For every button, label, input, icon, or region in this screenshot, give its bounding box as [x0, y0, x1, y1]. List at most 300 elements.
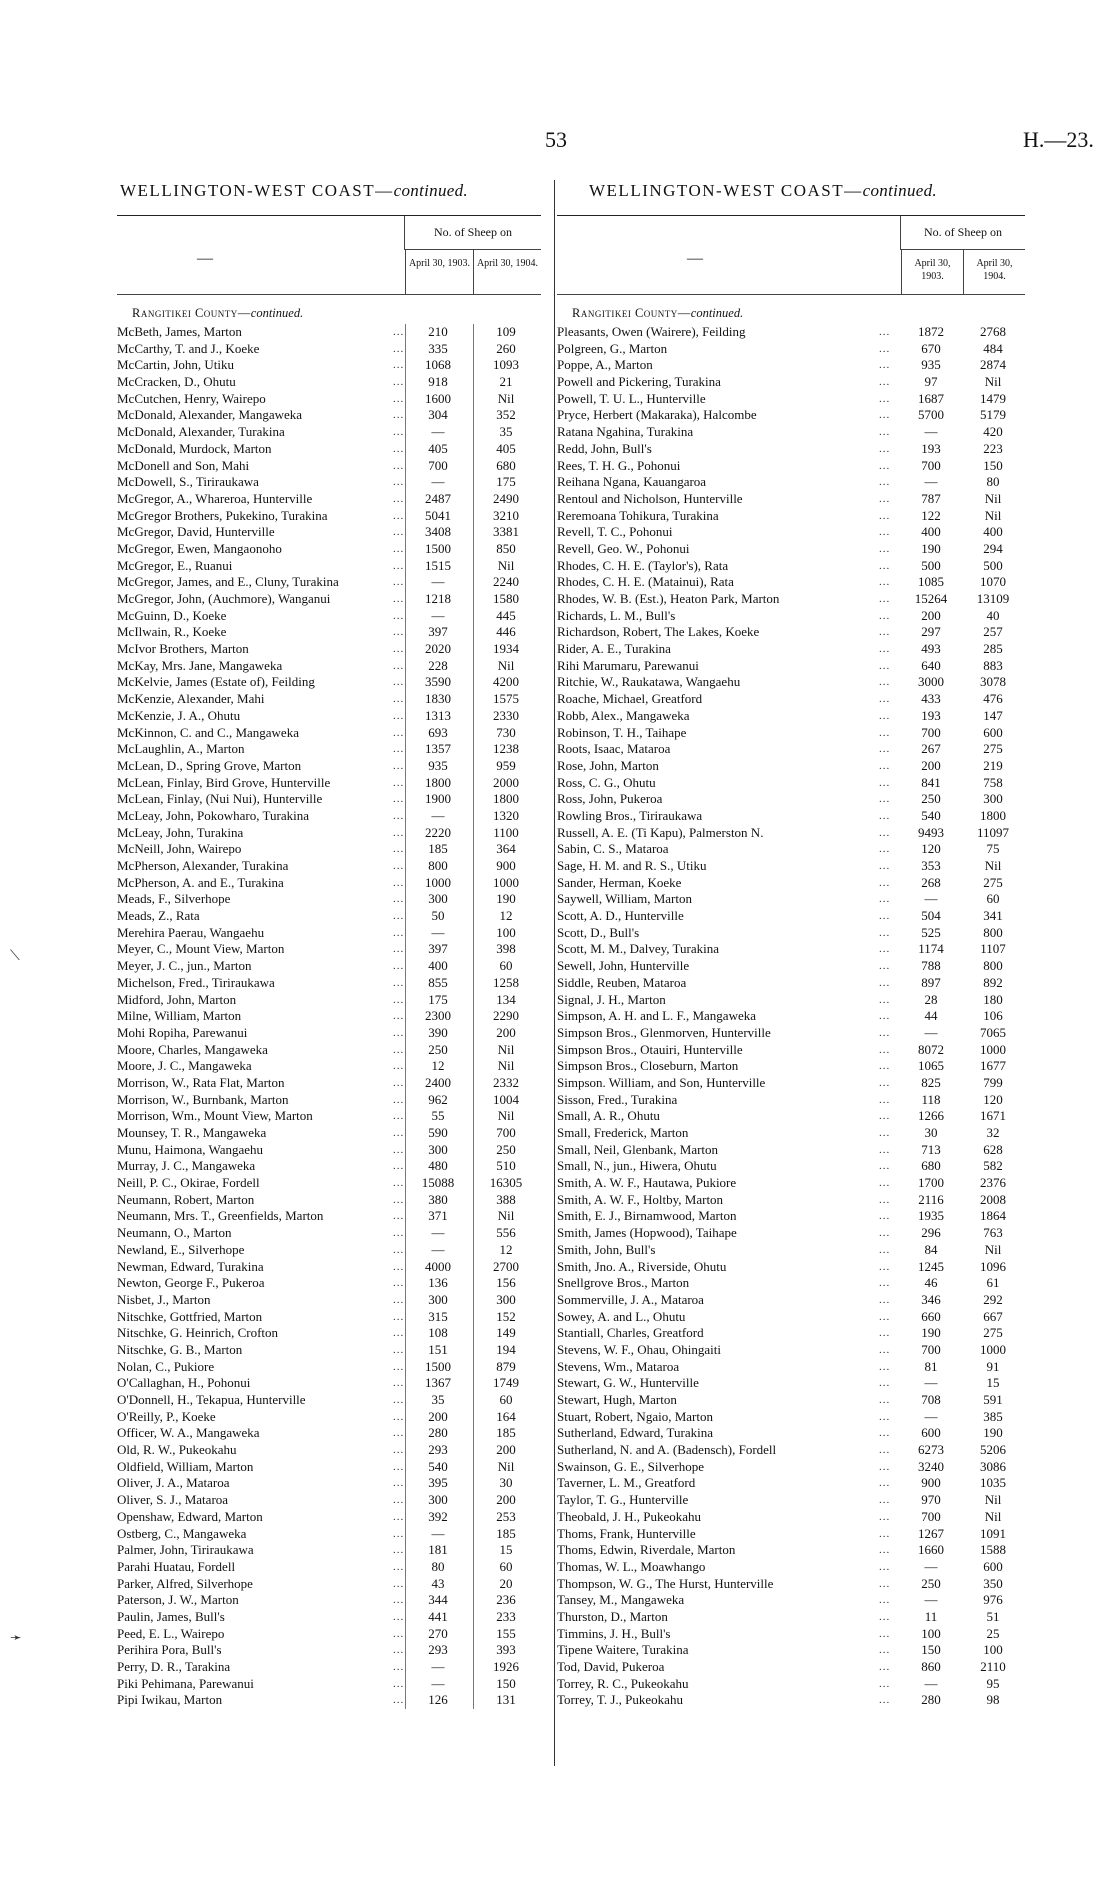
leader-dots: ...	[879, 960, 891, 973]
owner-name: Sutherland, Edward, Turakina	[557, 1425, 713, 1441]
sheep-1903: —	[431, 1241, 445, 1257]
leader-dots: ...	[393, 893, 405, 906]
table-row	[557, 441, 1025, 458]
table-row	[117, 624, 541, 641]
leader-dots: ...	[879, 860, 891, 872]
sheep-1903: 1500	[425, 1358, 451, 1374]
owner-name: McLean, Finlay, Bird Grove, Hunterville	[117, 774, 331, 790]
sheep-1904: 879	[496, 1358, 516, 1374]
leader-dots: ...	[393, 1510, 405, 1523]
owner-name: Nitschke, Gottfried, Marton	[117, 1308, 263, 1324]
leader-dots: ...	[393, 793, 405, 806]
sheep-1903: 962	[428, 1091, 448, 1107]
leader-dots: ...	[879, 626, 891, 639]
sheep-1904: 100	[496, 924, 516, 940]
april-1904-header: April 30, 1904.	[963, 250, 1025, 294]
owner-name: Thoms, Edwin, Riverdale, Marton	[557, 1542, 736, 1558]
sheep-1904: 200	[496, 1492, 516, 1508]
sheep-1904: Nil	[497, 657, 515, 673]
owner-name: Stantiall, Charles, Greatford	[557, 1325, 704, 1341]
sheep-1904: 1258	[493, 974, 519, 990]
sheep-1904: 484	[983, 340, 1003, 356]
sheep-count-group-header: No. of Sheep on	[404, 216, 541, 250]
table-row	[557, 1492, 1025, 1509]
table-row	[117, 1459, 541, 1476]
table-row	[117, 541, 541, 558]
sheep-1903: 228	[428, 657, 448, 673]
table-row	[557, 1526, 1025, 1543]
right-table	[557, 215, 1025, 1709]
owner-name: Newman, Edward, Turakina	[117, 1258, 264, 1274]
leader-dots: ...	[393, 476, 405, 489]
sheep-1903: 1267	[918, 1525, 944, 1541]
table-row	[117, 1008, 541, 1025]
sheep-1904: 75	[986, 841, 1000, 857]
center-divider	[554, 180, 555, 1766]
table-row	[557, 624, 1025, 641]
leader-dots: ...	[879, 893, 891, 906]
table-row	[117, 424, 541, 441]
leader-dots: ...	[393, 960, 405, 973]
table-row	[117, 1692, 541, 1709]
owner-name: McLaughlin, A., Marton	[117, 741, 245, 757]
leader-dots: ...	[879, 1610, 891, 1623]
table-row	[557, 1342, 1025, 1359]
sheep-1904: 393	[496, 1642, 516, 1658]
sheep-1903: 122	[921, 507, 941, 523]
sheep-1903: 250	[921, 791, 941, 807]
table-row	[557, 1459, 1025, 1476]
owner-name: Perihira Pora, Bull's	[117, 1642, 222, 1658]
sheep-1904: 190	[983, 1425, 1003, 1441]
owner-name: Small, Frederick, Marton	[557, 1125, 689, 1140]
owner-name: Powell and Pickering, Turakina	[557, 374, 721, 390]
leader-dots: ...	[393, 593, 405, 605]
sheep-1903: 44	[924, 1008, 938, 1024]
left-title-continued: continued.	[393, 181, 468, 200]
sheep-1904: 405	[496, 440, 516, 456]
sheep-1903: 193	[921, 440, 941, 456]
leader-dots: ...	[879, 509, 891, 522]
owner-name: Powell, T. U. L., Hunterville	[557, 390, 706, 406]
sheep-1904: Nil	[497, 1058, 515, 1074]
table-row	[557, 1142, 1025, 1159]
sheep-1904: 591	[983, 1392, 1003, 1407]
sheep-count-group-header: No. of Sheep on	[900, 216, 1025, 250]
table-row	[557, 608, 1025, 625]
table-row	[117, 1342, 541, 1359]
sheep-1904: 420	[983, 424, 1003, 440]
sheep-1904: 223	[983, 440, 1003, 456]
sheep-1903: 120	[921, 841, 941, 857]
sheep-1903: 300	[428, 891, 448, 907]
sheep-1904: 388	[496, 1191, 516, 1207]
sheep-1904: 253	[496, 1508, 516, 1524]
leader-dots: ...	[879, 1177, 891, 1190]
sheep-1903: —	[924, 1408, 938, 1424]
sheep-1903: 185	[428, 841, 448, 857]
leader-dots: ...	[393, 1460, 405, 1473]
table-row	[557, 341, 1025, 358]
sheep-1904: 149	[496, 1325, 516, 1341]
table-row	[117, 741, 541, 758]
owner-name: Officer, W. A., Mangaweka	[117, 1425, 260, 1441]
sheep-1904: 98	[986, 1692, 1000, 1708]
owner-name: Morrison, Wm., Mount View, Marton	[117, 1108, 313, 1124]
owner-name: McLean, D., Spring Grove, Marton	[117, 757, 302, 773]
sheep-1903: 304	[428, 407, 448, 423]
owner-name: Paulin, James, Bull's	[117, 1608, 225, 1624]
leader-dots: ...	[879, 576, 891, 589]
table-row	[557, 1075, 1025, 1092]
sheep-1903: —	[924, 1375, 938, 1391]
table-row	[557, 541, 1025, 558]
table-row	[557, 574, 1025, 591]
owner-name: McLeay, John, Pokowharo, Turakina	[117, 807, 309, 823]
leader-dots: ...	[879, 743, 891, 756]
sheep-1904: 40	[986, 607, 1000, 623]
sheep-1904: 799	[983, 1074, 1003, 1090]
owner-name: Richards, L. M., Bull's	[557, 607, 676, 623]
table-row	[557, 925, 1025, 942]
leader-dots: ...	[393, 1544, 405, 1557]
sheep-1904: 1575	[493, 691, 519, 707]
leader-dots: ...	[879, 342, 891, 355]
table-row	[557, 1108, 1025, 1125]
sheep-1903: —	[431, 1225, 445, 1241]
table-row	[117, 1559, 541, 1576]
table-row	[557, 1208, 1025, 1225]
table-row	[557, 691, 1025, 708]
sheep-1903: 2300	[425, 1008, 451, 1024]
sheep-1903: 2020	[425, 641, 451, 657]
sheep-1903: 1174	[918, 941, 944, 957]
sheep-1903: 28	[924, 991, 938, 1007]
leader-dots: ...	[393, 926, 405, 939]
leader-dots: ...	[879, 1026, 891, 1039]
sheep-1903: —	[431, 1525, 445, 1541]
sheep-1903: 12	[431, 1058, 445, 1074]
table-row	[117, 1092, 541, 1109]
sheep-1903: 400	[428, 958, 448, 974]
sheep-1903: 5700	[918, 407, 944, 423]
sheep-1904: 352	[496, 407, 516, 423]
owner-name: Nitschke, G. B., Marton	[117, 1341, 243, 1357]
table-row	[557, 1259, 1025, 1276]
owner-name: Simpson, A. H. and L. F., Mangaweka	[557, 1008, 756, 1024]
sheep-1904: 180	[983, 991, 1003, 1007]
sheep-1903: 693	[428, 724, 448, 740]
table-row	[557, 524, 1025, 541]
owner-name: McGregor, James, and E., Cluny, Turakina	[117, 574, 339, 590]
leader-dots: ...	[393, 1060, 405, 1073]
leader-dots: ...	[879, 1360, 891, 1373]
leader-dots: ...	[393, 1093, 405, 1106]
sheep-1903: 670	[921, 340, 941, 356]
owner-name: Thoms, Frank, Hunterville	[557, 1525, 696, 1541]
april-1903-header: April 30, 1903.	[405, 250, 473, 294]
sheep-1904: 445	[496, 607, 516, 623]
table-row	[557, 1192, 1025, 1209]
sheep-1903: 297	[921, 624, 941, 640]
sheep-1904: 155	[496, 1625, 516, 1641]
leader-dots: ...	[393, 1327, 405, 1340]
table-row	[557, 1042, 1025, 1059]
sheep-1903: 108	[428, 1325, 448, 1341]
sheep-1904: 500	[983, 557, 1003, 573]
owner-name: Smith, John, Bull's	[557, 1241, 656, 1257]
sheep-1904: Nil	[984, 1492, 1002, 1508]
sheep-1904: 341	[983, 908, 1003, 924]
sheep-1903: 855	[428, 974, 448, 990]
owner-name: Tod, David, Pukeroa	[557, 1659, 665, 1674]
name-column-header: —	[197, 250, 213, 267]
sheep-1904: 476	[983, 691, 1003, 707]
sheep-1904: 2700	[493, 1258, 519, 1274]
table-row	[117, 1075, 541, 1092]
table-row	[117, 357, 541, 374]
owner-name: Small, N., jun., Hiwera, Ohutu	[557, 1158, 717, 1174]
table-row	[557, 1008, 1025, 1025]
leader-dots: ...	[393, 1277, 405, 1290]
table-row	[557, 825, 1025, 842]
sheep-1903: 250	[428, 1041, 448, 1057]
sheep-1903: 315	[428, 1308, 448, 1324]
sheep-1904: 257	[983, 624, 1003, 640]
sheep-1904: 164	[496, 1408, 516, 1424]
leader-dots: ...	[393, 1444, 405, 1457]
table-row	[117, 1592, 541, 1609]
sheep-1904: Nil	[497, 1458, 515, 1474]
sheep-1904: 976	[983, 1592, 1003, 1608]
leader-dots: ...	[879, 1093, 891, 1106]
leader-dots: ...	[393, 1377, 405, 1390]
leader-dots: ...	[879, 1243, 891, 1256]
sheep-1904: 446	[496, 624, 516, 640]
sheep-1903: 600	[921, 1425, 941, 1441]
owner-name: Torrey, T. J., Pukeokahu	[557, 1692, 683, 1708]
leader-dots: ...	[879, 1377, 891, 1390]
table-row	[117, 1442, 541, 1459]
sheep-1903: 3590	[425, 674, 451, 690]
sheep-1903: —	[431, 1675, 445, 1691]
table-row	[117, 524, 541, 541]
sheep-1903: 395	[428, 1475, 448, 1491]
sheep-1903: 800	[428, 858, 448, 873]
sheep-1903: 181	[428, 1542, 448, 1558]
left-column-title	[120, 181, 468, 201]
leader-dots: ...	[393, 1227, 405, 1240]
owner-name: McCutchen, Henry, Wairepo	[117, 390, 266, 406]
table-row	[117, 992, 541, 1009]
sheep-1903: 136	[428, 1275, 448, 1291]
leader-dots: ...	[393, 626, 405, 639]
owner-name: Sutherland, N. and A. (Badensch), Fordell	[557, 1442, 777, 1458]
owner-name: Moore, Charles, Mangaweka	[117, 1041, 268, 1057]
sheep-1903: 268	[921, 874, 941, 890]
sheep-1903: 918	[428, 374, 448, 390]
sheep-1903: 1065	[918, 1058, 944, 1074]
sheep-1903: 175	[428, 991, 448, 1007]
leader-dots: ...	[393, 1494, 405, 1507]
sheep-1903: 43	[431, 1575, 445, 1591]
owner-name: Richardson, Robert, The Lakes, Koeke	[557, 624, 760, 640]
sheep-1904: 35	[499, 424, 513, 440]
table-row	[117, 491, 541, 508]
owner-name: Nitschke, G. Heinrich, Crofton	[117, 1325, 279, 1341]
table-row	[117, 1509, 541, 1526]
sheep-1903: 100	[921, 1625, 941, 1641]
owner-name: Openshaw, Edward, Marton	[117, 1508, 263, 1524]
leader-dots: ...	[879, 1394, 891, 1406]
sheep-1904: 1671	[980, 1108, 1006, 1124]
sheep-1903: —	[431, 424, 445, 440]
owner-name: Perry, D. R., Tarakina	[117, 1659, 231, 1674]
owner-name: Small, Neil, Glenbank, Marton	[557, 1141, 719, 1157]
sheep-1904: 109	[496, 324, 516, 339]
sheep-1904: 5179	[980, 407, 1006, 423]
county-heading	[557, 295, 1025, 324]
sheep-1904: 680	[496, 457, 516, 473]
owner-name: Rees, T. H. G., Pohonui	[557, 457, 681, 473]
table-row	[117, 674, 541, 691]
sheep-1904: 628	[983, 1141, 1003, 1157]
sheep-1903: 1872	[918, 324, 944, 339]
sheep-1904: 12	[499, 908, 513, 924]
table-row	[557, 1092, 1025, 1109]
leader-dots: ...	[879, 1076, 891, 1089]
sheep-1904: 1107	[980, 941, 1006, 957]
table-row	[117, 941, 541, 958]
owner-name: Rose, John, Marton	[557, 757, 659, 773]
sheep-1904: 3078	[980, 674, 1006, 690]
leader-dots: ...	[879, 1427, 891, 1440]
owner-name: McGregor, John, (Auchmore), Wanganui	[117, 591, 331, 606]
owner-name: Oldfield, William, Marton	[117, 1458, 254, 1474]
table-row	[557, 875, 1025, 892]
owner-name: Moore, J. C., Mangaweka	[117, 1058, 252, 1074]
owner-name: Tansey, M., Mangaweka	[557, 1592, 685, 1608]
leader-dots: ...	[393, 1427, 405, 1440]
leader-dots: ...	[393, 1310, 405, 1323]
leader-dots: ...	[879, 1060, 891, 1073]
sheep-1903: 1830	[425, 691, 451, 707]
leader-dots: ...	[879, 659, 891, 672]
owner-name: Mounsey, T. R., Mangaweka	[117, 1125, 267, 1140]
sheep-1903: 640	[921, 657, 941, 673]
sheep-1904: 1238	[493, 741, 519, 757]
leader-dots: ...	[879, 843, 891, 856]
table-row	[117, 858, 541, 875]
right-title-continued: continued.	[862, 181, 937, 200]
sheep-1904: 61	[986, 1275, 1000, 1291]
left-table-header	[117, 215, 541, 295]
table-row	[117, 1626, 541, 1643]
sheep-1904: 194	[496, 1341, 516, 1357]
sheep-1904: 1000	[980, 1041, 1006, 1057]
sheep-1903: 210	[428, 324, 448, 339]
leader-dots: ...	[879, 492, 891, 505]
sheep-1904: 959	[496, 757, 516, 773]
sheep-1903: 1245	[918, 1258, 944, 1274]
owner-name: Oliver, J. A., Mataroa	[117, 1475, 230, 1491]
owner-name: McDonald, Murdock, Marton	[117, 440, 272, 456]
table-row	[557, 424, 1025, 441]
leader-dots: ...	[879, 559, 891, 572]
table-row	[557, 1242, 1025, 1259]
sheep-1904: 175	[496, 474, 516, 490]
owner-name: Old, R. W., Pukeokahu	[117, 1442, 237, 1458]
sheep-1903: 30	[924, 1125, 938, 1140]
leader-dots: ...	[393, 526, 405, 539]
leader-dots: ...	[393, 843, 405, 856]
owner-name: Thomas, W. L., Moawhango	[557, 1558, 706, 1574]
name-column-header: —	[687, 250, 703, 267]
sheep-1903: 504	[921, 908, 941, 924]
leader-dots: ...	[879, 1110, 891, 1123]
owner-name: Parahi Huatau, Fordell	[117, 1558, 236, 1574]
leader-dots: ...	[879, 1444, 891, 1457]
table-row	[117, 808, 541, 825]
owner-name: Michelson, Fred., Tiriraukawa	[117, 974, 275, 990]
county-heading	[117, 295, 541, 324]
sheep-1904: Nil	[497, 1041, 515, 1057]
owner-name: Rhodes, W. B. (Est.), Heaton Park, Marton	[557, 591, 780, 606]
owner-name: McLeay, John, Turakina	[117, 824, 244, 840]
sheep-1904: 400	[983, 524, 1003, 540]
table-row	[557, 1542, 1025, 1559]
sheep-1903: 280	[921, 1692, 941, 1708]
table-row	[557, 775, 1025, 792]
leader-dots: ...	[879, 1694, 891, 1707]
table-row	[557, 474, 1025, 491]
sheep-1904: 7065	[980, 1024, 1006, 1040]
table-row	[557, 708, 1025, 725]
table-row	[117, 958, 541, 975]
table-row	[557, 1659, 1025, 1676]
sheep-1903: 151	[428, 1341, 448, 1357]
leader-dots: ...	[393, 1410, 405, 1423]
table-row	[117, 391, 541, 408]
leader-dots: ...	[879, 526, 891, 539]
sheep-1903: 300	[428, 1492, 448, 1508]
sheep-1903: 860	[921, 1659, 941, 1674]
sheep-1904: Nil	[497, 1108, 515, 1124]
sheep-1903: 15088	[421, 1175, 455, 1191]
sheep-1903: —	[924, 1592, 938, 1608]
sheep-1904: 1035	[980, 1475, 1006, 1491]
owner-name: Parker, Alfred, Silverhope	[117, 1575, 253, 1591]
table-row	[117, 1242, 541, 1259]
leader-dots: ...	[393, 1043, 405, 1056]
sheep-1904: 1588	[980, 1542, 1006, 1558]
sheep-1903: 1600	[425, 390, 451, 406]
sheep-1903: 397	[428, 941, 448, 957]
sheep-1904: 2290	[493, 1008, 519, 1024]
table-row	[117, 1409, 541, 1426]
owner-name: McKay, Mrs. Jane, Mangaweka	[117, 657, 283, 673]
sheep-1903: 150	[921, 1642, 941, 1658]
sheep-1903: —	[924, 1675, 938, 1691]
table-row	[117, 708, 541, 725]
leader-dots: ...	[879, 926, 891, 939]
table-row	[557, 1475, 1025, 1492]
sheep-1904: 13109	[976, 591, 1010, 606]
leader-dots: ...	[393, 1477, 405, 1490]
leader-dots: ...	[393, 1594, 405, 1607]
sheep-1904: 850	[496, 540, 516, 556]
table-row	[557, 1409, 1025, 1426]
